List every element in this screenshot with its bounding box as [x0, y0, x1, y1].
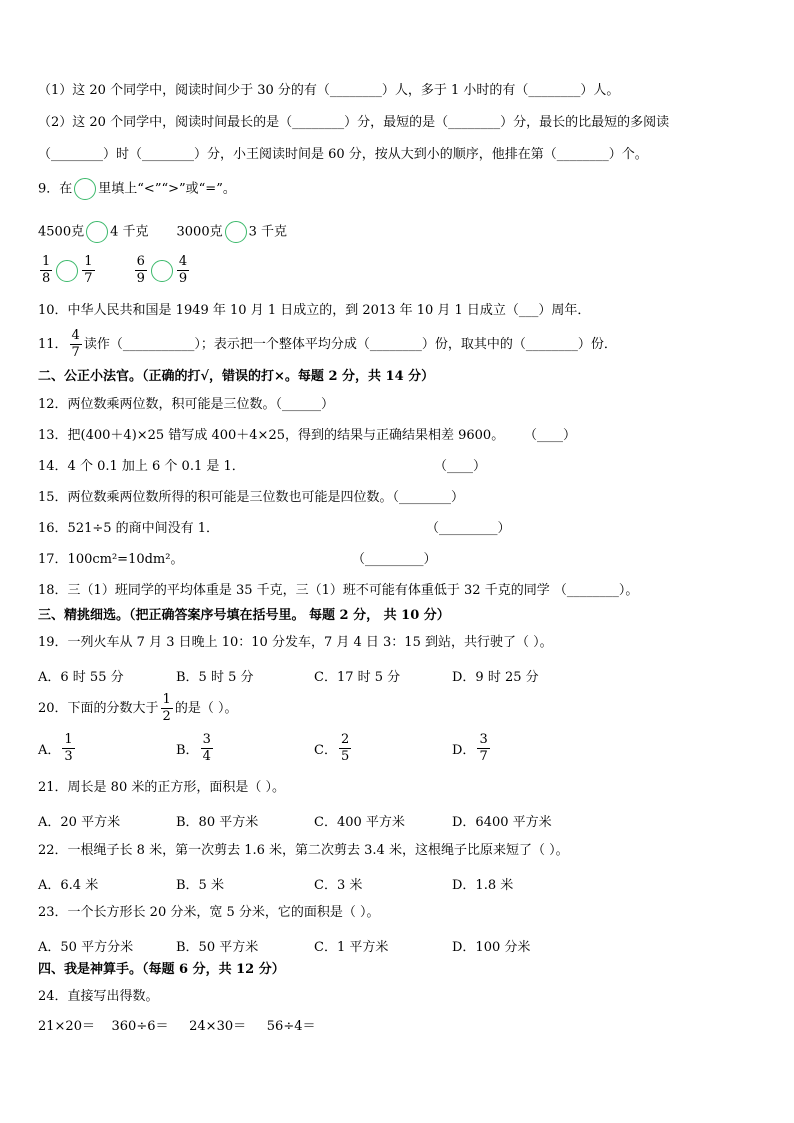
q14: 14．4 个 0.1 加上 6 个 0.1 是 1． [38, 459, 245, 474]
q20 [38, 692, 237, 725]
q9-a2: 4 千克 [110, 224, 149, 240]
compare-circle-d[interactable] [151, 260, 173, 282]
q20-text-pre: 20．下面的分数大于 [38, 700, 159, 716]
q19: 19．一列火车从 7 月 3 日晚上 10：10 分发车，7 月 4 日 3：15 到站，共行驶了（ ）。 [38, 635, 553, 650]
compare-circle-c[interactable] [56, 260, 78, 282]
q22-option-a[interactable]: A．6.4 米 [38, 878, 99, 893]
q9-b1: 3000克 [176, 224, 223, 240]
q9-b2: 3 千克 [248, 224, 287, 240]
section-4-heading: 四、我是神算手。（每题 6 分，共 12 分） [38, 962, 285, 977]
section-3-heading: 三、精挑细选。（把正确答案序号填在括号里。 每题 2 分， 共 10 分） [38, 608, 450, 623]
q22-options [38, 874, 590, 893]
q23-option-c[interactable]: C．1 平方米 [314, 940, 389, 955]
q9-title [38, 178, 236, 200]
q10: 10．中华人民共和国是 1949 年 10 月 1 日成立的，到 2013 年 10 月 1 日成立（___）周年． [38, 303, 591, 318]
q20-options [38, 732, 590, 765]
fraction-1-2: $\frac{1}{2}$ [162, 692, 171, 724]
q21-option-d[interactable]: D．6400 平方米 [452, 815, 552, 830]
q22-option-c[interactable]: C．3 米 [314, 878, 363, 893]
q22-option-b[interactable]: B．5 米 [176, 878, 224, 893]
q17: 17．100cm²=10dm²。 [38, 552, 184, 567]
q23-options [38, 936, 590, 955]
q11 [38, 328, 617, 361]
section-2-heading: 二、公正小法官。（正确的打√，错误的打×。每题 2 分，共 14 分） [38, 369, 435, 384]
q16-blank: （_________） [426, 521, 511, 536]
fraction-1-8: $\frac{1}{8}$ [42, 254, 51, 286]
q19-option-b[interactable]: B．5 时 5 分 [176, 670, 254, 685]
q11-num: 11． [38, 336, 68, 352]
q16: 16．521÷5 的商中间没有 1． [38, 521, 220, 536]
q8-sub2: （2）这 20 个同学中，阅读时间最长的是（________）分，最短的是（________）分，最长的比最短的多阅读 [38, 115, 670, 130]
fraction-1-7: $\frac{1}{7}$ [84, 254, 93, 286]
q13: 13．把(400＋4)×25 错写成 400＋4×25，得到的结果与正确结果相差 9600。 [38, 428, 505, 443]
q12: 12．两位数乘两位数，积可能是三位数。（______） [38, 397, 335, 412]
q13-blank: （____） [524, 428, 577, 443]
q8-sub1: （1）这 20 个同学中，阅读时间少于 30 分的有（________）人，多于 1 小时的有（________）人。 [38, 83, 620, 98]
q23-option-b[interactable]: B．50 平方米 [176, 940, 259, 955]
q23-option-d[interactable]: D．100 分米 [452, 940, 531, 955]
q9-a1: 4500克 [38, 224, 85, 240]
compare-circle-b[interactable] [225, 221, 247, 243]
q22-option-d[interactable]: D．1.8 米 [452, 878, 514, 893]
q24-items: 21×20＝ 360÷6＝ 24×30＝ 56÷4＝ [38, 1019, 316, 1034]
q24: 24．直接写出得数。 [38, 989, 159, 1004]
fraction-4-9: $\frac{4}{9}$ [178, 254, 188, 286]
q9-row2 [38, 254, 191, 287]
fraction-6-9: $\frac{6}{9}$ [136, 254, 145, 286]
q11-text: 读作（___________）；表示把一个整体平均分成（________）份，取其中的（________）份． [83, 336, 617, 352]
q22: 22．一根绳子长 8 米，第一次剪去 1.6 米，第二次剪去 3.4 米，这根绳子比原来短了（ ）。 [38, 843, 569, 858]
q21-option-c[interactable]: C．400 平方米 [314, 815, 405, 830]
q20-option-a[interactable]: A． $\frac{1}{3}$ [38, 732, 73, 764]
fraction-4-7: $\frac{4}{7}$ [71, 328, 80, 360]
q20-option-d[interactable]: D． $\frac{3}{7}$ [452, 732, 488, 764]
q21: 21．周长是 80 米的正方形，面积是（ ）。 [38, 780, 285, 795]
q15: 15．两位数乘两位数所得的积可能是三位数也可能是四位数。（________） [38, 490, 465, 505]
q20-option-c[interactable]: C． $\frac{2}{5}$ [314, 732, 350, 764]
q19-option-d[interactable]: D．9 时 25 分 [452, 670, 539, 685]
q21-option-b[interactable]: B．80 平方米 [176, 815, 259, 830]
q9-title-post: 里填上“<”“>”或“=”。 [98, 181, 236, 197]
compare-circle-icon [74, 178, 96, 200]
compare-circle-a[interactable] [86, 221, 108, 243]
q18: 18．三（1）班同学的平均体重是 35 千克，三（1）班不可能有体重低于 32 千克的同学 （________）。 [38, 583, 639, 598]
q9-row1 [38, 221, 287, 243]
q9-title-pre: 9．在 [38, 181, 73, 197]
q21-option-a[interactable]: A．20 平方米 [38, 815, 121, 830]
q19-option-a[interactable]: A．6 时 55 分 [38, 670, 124, 685]
q23: 23．一个长方形长 20 分米，宽 5 分米，它的面积是（ ）。 [38, 905, 380, 920]
q23-option-a[interactable]: A．50 平方分米 [38, 940, 134, 955]
q17-blank: （_________） [352, 552, 437, 567]
q19-options [38, 666, 590, 685]
q20-text-post: 的是（ ）。 [174, 700, 238, 716]
q19-option-c[interactable]: C．17 时 5 分 [314, 670, 401, 685]
q8-sub3: （________）时（________）分，小王阅读时间是 60 分，按从大到小的顺序，他排在第（________）个。 [38, 147, 648, 162]
q21-options [38, 811, 590, 830]
q20-option-b[interactable]: B． $\frac{3}{4}$ [176, 732, 211, 764]
q14-blank: （____） [434, 459, 487, 474]
